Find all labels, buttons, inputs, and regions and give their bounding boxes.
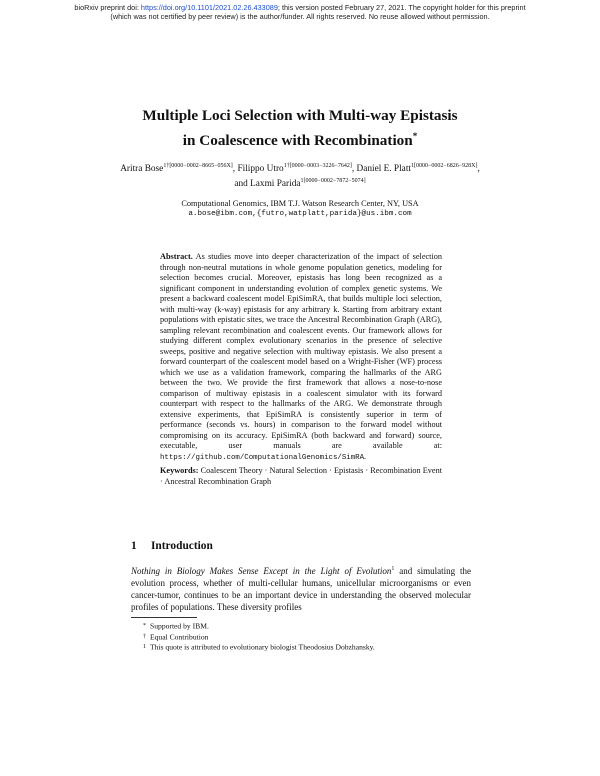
doi-link[interactable]: https://doi.org/10.1101/2021.02.26.433089 <box>140 3 278 12</box>
keywords <box>160 466 442 487</box>
author-emails: a.bose@ibm.com,{futro,watplatt,parida}@us.ibm.com <box>188 210 412 218</box>
paper-title <box>110 106 490 151</box>
intro-text: and simulating the evolution process, whether of multi-cellular humans, unicellular microorganisms or even cancer-tumor, continues to be an important device in understanding the observed molecular profiles of populations. These diversity profiles <box>131 566 471 612</box>
title-line-2 <box>110 126 490 151</box>
abstract-text: As studies move into deeper characterization of the impact of selection through non-neutral mutations in whole genome population genetics, modeling for selection becomes crucial. Moreover, epistasis has long been recognized as a significant component in understanding evolution of complex genetic systems. We present a backward coalescent model EpiSimRA, that builds multiple loci selection, with multi-way (k-way) epistasis for any arbitrary k. Starting from arbitrary extant populations with epistatic sites, we trace the Ancestral Recombination Graph (ARG), sampling relevant recombination and coalescent events. Our framework allows for studying different complex evolutionary scenarios in the presence of selective sweeps, positive and negative selection with multiway epistasis. We also present a forward counterpart of the coalescent model based on a Wright-Fisher (WF) process which we use as a validation framework, comparing the hallmarks of the ARG between the two. We provide the first framework that allows a nose-to-nose comparison of multiway epistasis in a coalescent simulator with its forward counterpart with respect to the hallmarks of the ARG. We demonstrate through extensive experiments, that EpiSimRA is consistently superior in term of performance (seconds vs. hours) in comparison to the forward model without compromising on its accuracy. EpiSimRA (both backward and forward) source, executable, user manuals are available at: <box>160 252 443 450</box>
author-name: Laxmi Parida <box>250 179 301 190</box>
section-heading <box>131 540 213 552</box>
author-orcid: 1[0000−0002−6826−928X] <box>410 163 478 169</box>
footnote-text: Supported by IBM. <box>150 621 209 631</box>
title-line-1: Multiple Loci Selection with Multi-way Epistasis <box>142 107 458 124</box>
title-line-2-text: in Coalescence with Recombination <box>182 132 413 150</box>
intro-quote: Nothing in Biology Makes Sense Except in the Light of Evolution <box>131 566 392 576</box>
footnote-divider <box>131 617 197 618</box>
footnote <box>131 642 471 653</box>
abstract-url[interactable]: https://github.com/ComputationalGenomics/SimRA <box>160 453 365 462</box>
author-orcid: 1†[0000−0002−8665−056X] <box>163 163 233 169</box>
author-name: Filippo Utro <box>237 164 284 175</box>
preprint-line-2: (which was not certified by peer review) is the author/funder. All rights reserved. No reuse allowed without permission. <box>110 12 490 21</box>
author-list: Aritra Bose$^{1\dagger[0000-0002-8665-056X]}$, Filippo Utro$^{1\dagger[0000-0003-3226-7642]}$, Daniel E. Platt$^{1[0000-0002-6826-928X]}$, and Laxmi Parida$^{1[0000-0002-7872-5074]}$ <box>120 163 480 190</box>
author-orcid: 1[0000−0002−7872−5074] <box>300 178 366 185</box>
keywords-label: Keywords: <box>160 466 199 475</box>
affiliation-org: Computational Genomics, IBM T.J. Watson Research Center, NY, USA <box>181 199 419 208</box>
footnote-mark: * <box>143 623 146 629</box>
author-name: Daniel E. Platt <box>356 164 411 175</box>
author-conjunction: and <box>234 179 248 190</box>
footnote-text: Equal Contribution <box>150 632 209 641</box>
preprint-suffix: ; this version posted February 27, 2021. The copyright holder for this preprint <box>277 3 526 12</box>
footnote-text: This quote is attributed to evolutionary biologist Theodosius Dobzhansky. <box>150 642 375 652</box>
footnotes <box>131 621 471 653</box>
affiliation <box>118 198 482 220</box>
section-number: 1 <box>131 540 137 552</box>
author-orcid: 1†[0000−0003−3226−7642] <box>283 163 352 169</box>
abstract-end: . <box>364 451 367 461</box>
author-name: Aritra Bose <box>120 164 164 175</box>
intro-paragraph <box>131 563 471 613</box>
footnote-mark: † <box>143 633 146 640</box>
section-title: Introduction <box>151 540 213 552</box>
footnote <box>131 621 471 632</box>
preprint-line-1 <box>0 3 600 12</box>
footnote <box>131 632 471 643</box>
title-footnote-mark: * <box>412 131 418 141</box>
abstract <box>160 252 442 463</box>
intro-footnote-mark: 1 <box>391 566 395 572</box>
footnote-mark: 1 <box>143 644 146 650</box>
abstract-label: Abstract. <box>160 252 193 261</box>
keywords-text: Coalescent Theory · Natural Selection · Epistasis · Recombination Event · Ancestral Recombination Graph <box>160 466 442 486</box>
preprint-notice <box>0 3 600 21</box>
preprint-prefix: bioRxiv preprint doi: <box>74 3 141 12</box>
